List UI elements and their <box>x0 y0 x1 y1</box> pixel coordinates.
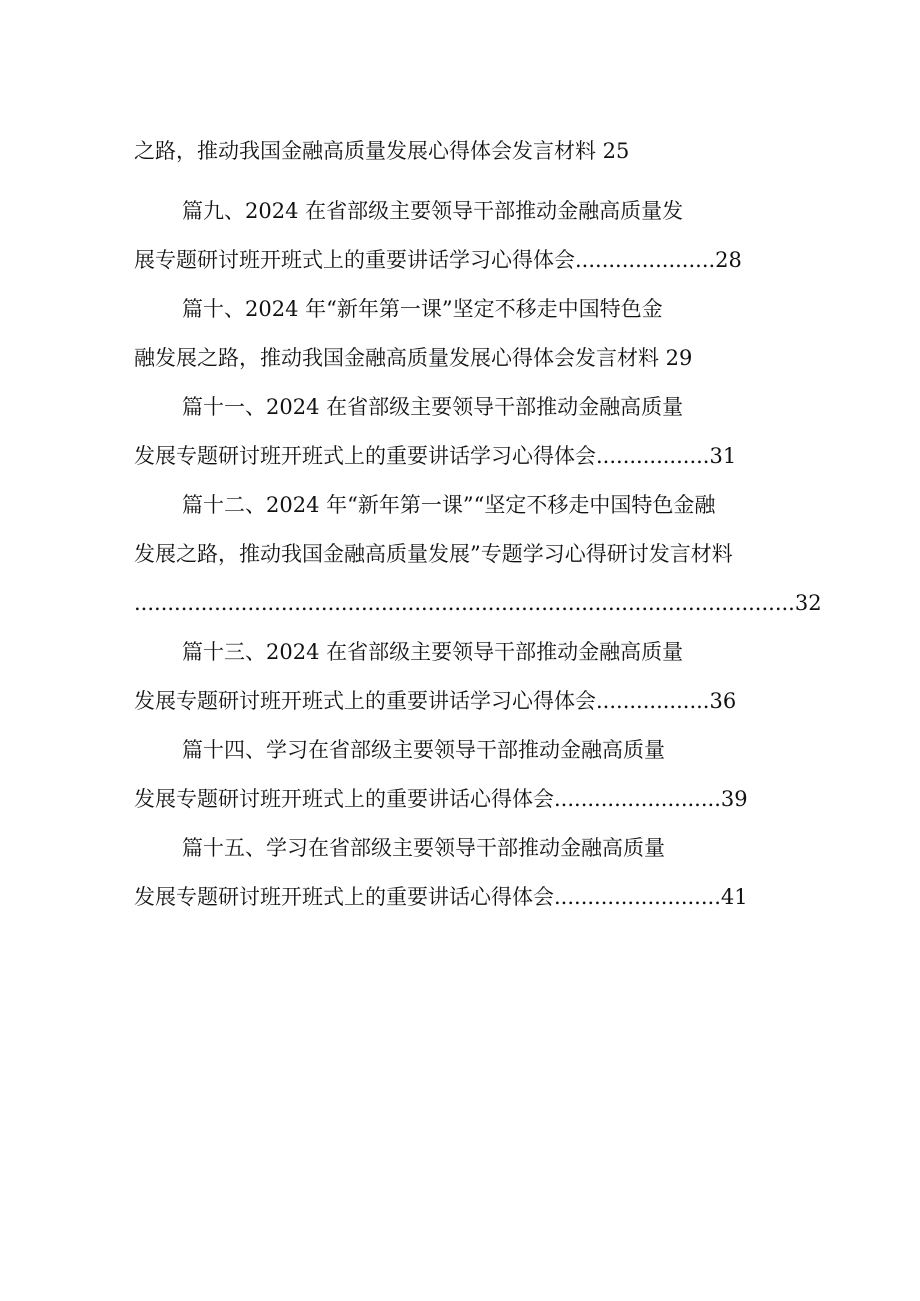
toc-entry-title: 篇十四、学习在省部级主要领导干部推动金融高质量 <box>182 738 665 762</box>
toc-entry-title-continued: 融发展之路，推动我国金融高质量发展心得体会发言材料 29 <box>134 346 693 370</box>
toc-entry-title: 篇十、2024 年“新年第一课”坚定不移走中国特色金 <box>182 297 663 321</box>
toc-entry-title: 篇十三、2024 在省部级主要领导干部推动金融高质量 <box>182 640 684 664</box>
toc-continuation-line: 之路，推动我国金融高质量发展心得体会发言材料 25 <box>134 139 630 163</box>
toc-entry-title-continued: 展专题研讨班开班式上的重要讲话学习心得体会.....................28 <box>134 248 742 272</box>
toc-entry-title: 篇十二、2024 年“新年第一课”“坚定不移走中国特色金融 <box>182 493 716 517</box>
toc-entry-title-continued: 发展专题研讨班开班式上的重要讲话心得体会.........................41 <box>134 885 748 909</box>
toc-entry-title-continued: 发展之路，推动我国金融高质量发展”专题学习心得研讨发言材料 <box>134 542 733 566</box>
toc-entry-leader-line: ...................................................................................................32 <box>134 591 822 615</box>
toc-entry-title: 篇九、2024 在省部级主要领导干部推动金融高质量发 <box>182 199 684 223</box>
toc-entry-title-continued: 发展专题研讨班开班式上的重要讲话心得体会.........................39 <box>134 787 748 811</box>
toc-entry-title-continued: 发展专题研讨班开班式上的重要讲话学习心得体会.................31 <box>134 444 737 468</box>
toc-entry-title: 篇十一、2024 在省部级主要领导干部推动金融高质量 <box>182 395 684 419</box>
toc-entry-title-continued: 发展专题研讨班开班式上的重要讲话学习心得体会.................36 <box>134 689 737 713</box>
toc-entry-title: 篇十五、学习在省部级主要领导干部推动金融高质量 <box>182 836 665 860</box>
